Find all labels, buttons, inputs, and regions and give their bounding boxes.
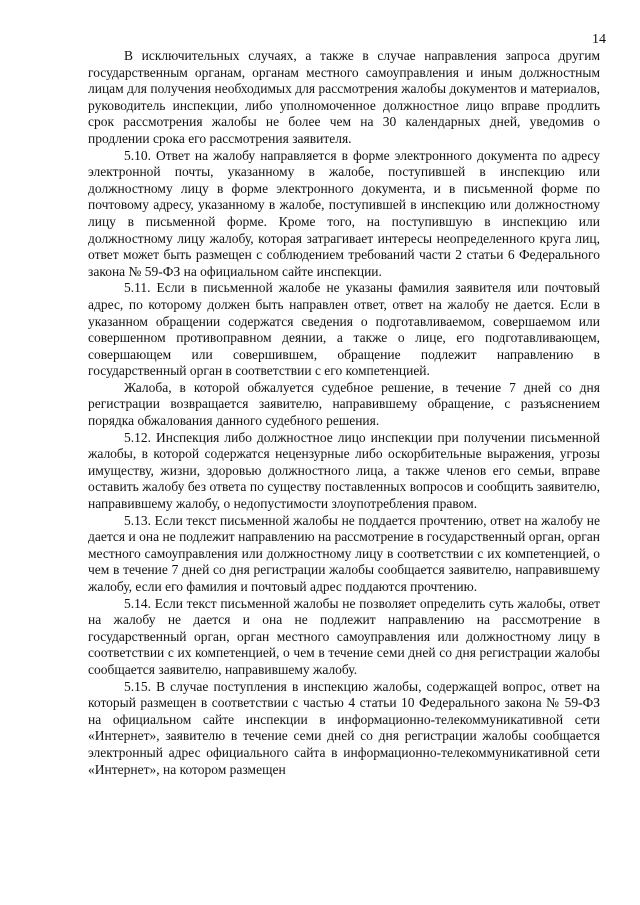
paragraph-5-15: 5.15. В случае поступления в инспекцию жалобы, содержащей вопрос, ответ на который размещен в соответствии с частью 4 статьи 10 Федерального закона № 59-ФЗ на официальном сайте инспекции в информационно-телекоммуникативной сети «Интернет», заявителю в течение семи дней со дня регистрации жалобы сообщается электронный адрес официального сайта в информационно-телекоммуникативной сети «Интернет», на котором размещен bbox=[88, 678, 600, 777]
paragraph-5-10: 5.10. Ответ на жалобу направляется в форме электронного документа по адресу электронной почты, указанному в жалобе, поступившей в инспекцию или должностному лицу в форме электронного документа, и в письменной форме по почтовому адресу, указанному в жалобе, поступившей в инспекцию или должностному лицу в письменной форме. Кроме того, на поступившую в инспекцию или должностному лицу жалобу, которая затрагивает интересы неопределенного круга лиц, ответ может быть размещен с соблюдением требований части 2 статьи 6 Федерального закона № 59-ФЗ на официальном сайте инспекции. bbox=[88, 147, 600, 279]
page-number: 14 bbox=[592, 32, 606, 47]
paragraph-court-decision: Жалоба, в которой обжалуется судебное решение, в течение 7 дней со дня регистрации возвращается заявителю, направившему обращение, с разъяснением порядка обжалования данного судебного решения. bbox=[88, 379, 600, 429]
document-body bbox=[88, 48, 600, 778]
paragraph-5-12: 5.12. Инспекция либо должностное лицо инспекции при получении письменной жалобы, в которой содержатся нецензурные либо оскорбительные выражения, угрозы имуществу, жизни, здоровью должностного лица, а также членов его семьи, вправе оставить жалобу без ответа по существу поставленных вопросов и сообщить заявителю, направившему жалобу, о недопустимости злоупотребления правом. bbox=[88, 429, 600, 512]
paragraph-5-14: 5.14. Если текст письменной жалобы не позволяет определить суть жалобы, ответ на жалобу не дается и она не подлежит направлению на рассмотрение в государственный орган, орган местного самоуправления или должностному лицу в соответствии с их компетенцией, о чем в течение семи дней со дня регистрации жалобы сообщается заявителю, направившему жалобу. bbox=[88, 595, 600, 677]
paragraph-5-13: 5.13. Если текст письменной жалобы не поддается прочтению, ответ на жалобу не дается и она не подлежит направлению на рассмотрение в государственный орган, орган местного самоуправления или должностному лицу в соответствии с их компетенцией, о чем в течение 7 дней со дня регистрации жалобы сообщается заявителю, направившему жалобу, если его фамилия и почтовый адрес поддаются прочтению. bbox=[88, 512, 600, 594]
paragraph-5-11: 5.11. Если в письменной жалобе не указаны фамилия заявителя или почтовый адрес, по которому должен быть направлен ответ, ответ на жалобу не дается. Если в указанном обращении содержатся сведения о подготавливаемом, совершаемом или совершенном противоправном деянии, а также о лице, его подготавливающем, совершающем или совершившем, обращение подлежит направлению в государственный орган в соответствии с его компетенцией. bbox=[88, 280, 600, 379]
paragraph-extension-of-review: В исключительных случаях, а также в случае направления запроса другим государственным органам, органам местного самоуправления и иным должностным лицам для получения необходимых для рассмотрения жалобы документов и материалов, руководитель инспекции, либо уполномоченное должностное лицо вправе продлить срок рассмотрения жалобы не более чем на 30 календарных дней, уведомив о продлении срока его рассмотрения заявителя. bbox=[88, 48, 600, 146]
